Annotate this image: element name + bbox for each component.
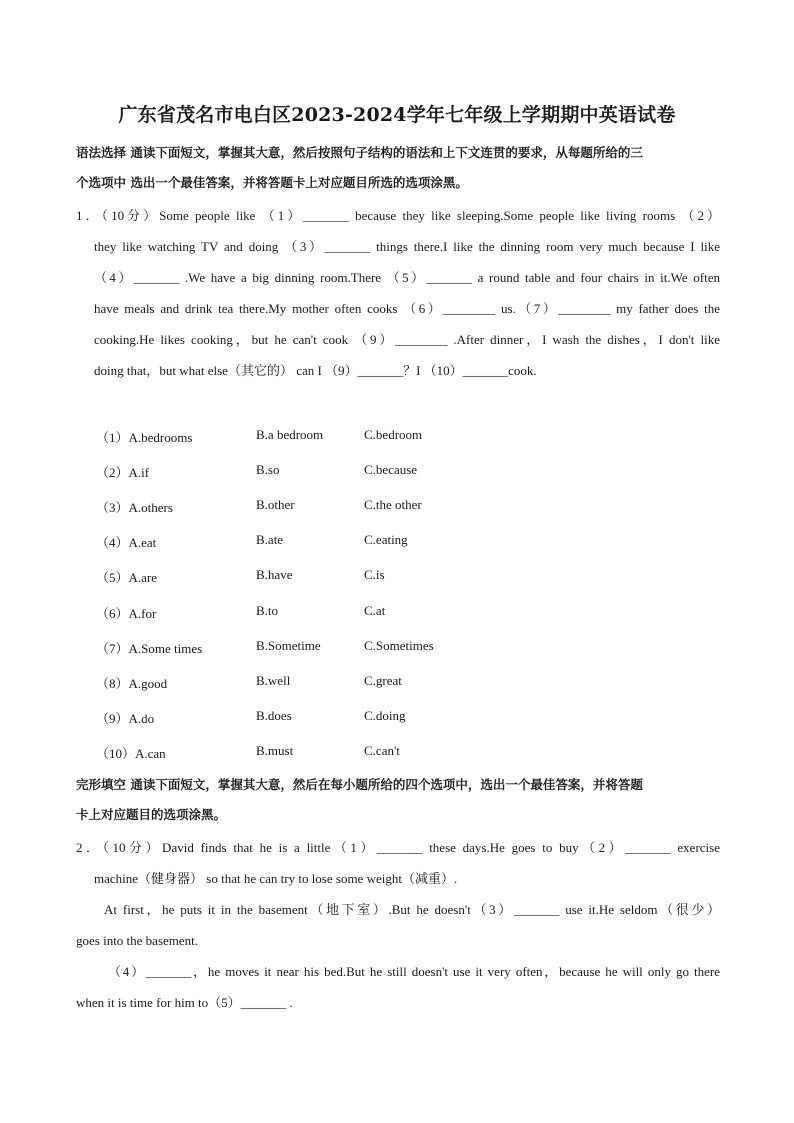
section1-instruction xyxy=(76,138,726,198)
option-c: C.because xyxy=(364,462,418,477)
passage-line: machine（健身器） so that he can try to lose some weight（减重）. xyxy=(94,871,458,886)
option-b: B.other xyxy=(256,497,295,512)
passage-line: （4）_______ .We have a big dinning room.There （5）_______ a round table and four chairs in it.We often xyxy=(94,270,720,285)
instruction-line: 语法选择 通读下面短文，掌握其大意，然后按照句子结构的语法和上下文连贯的要求，从每题所给的三 xyxy=(76,145,643,160)
option-b: B.ate xyxy=(256,532,284,547)
passage-line: when it is time for him to（5）_______ . xyxy=(76,995,293,1010)
passage-line: they like watching TV and doing （3）_______ things there.I like the dinning room very much because I like xyxy=(94,239,720,254)
passage-line: goes into the basement. xyxy=(76,933,199,948)
option-a: （6）A.for xyxy=(96,606,157,621)
passage-line: 1．（10分）Some people like （1）_______ because they like sleeping.Some people like living rooms （2） xyxy=(76,208,720,223)
passage-line: cooking.He likes cooking，but he can't cook （9）________ .After dinner，I wash the dishes，I don't like xyxy=(94,332,720,347)
option-b: B.so xyxy=(256,462,280,477)
option-c: C.eating xyxy=(364,532,408,547)
option-c: C.Sometimes xyxy=(364,638,434,653)
option-a: （9）A.do xyxy=(96,711,155,726)
question-2-passage xyxy=(76,832,720,1018)
instruction-line: 个选项中 选出一个最佳答案，并将答题卡上对应题目所选的选项涂黑。 xyxy=(76,175,468,190)
instruction-line: 完形填空 通读下面短文，掌握其大意，然后在每小题所给的四个选项中，选出一个最佳答案，并将答题 xyxy=(76,777,643,792)
option-c: C.at xyxy=(364,603,386,618)
option-b: B.to xyxy=(256,603,279,618)
option-b: B.does xyxy=(256,708,292,723)
option-a: （10）A.can xyxy=(96,746,166,761)
passage-line: 2．（10分）David finds that he is a little（1）_______ these days.He goes to buy（2）_______ exercise xyxy=(76,840,720,855)
option-a: （3）A.others xyxy=(96,500,173,515)
option-c: C.great xyxy=(364,673,402,688)
option-c: C.the other xyxy=(364,497,422,512)
passage-line: doing that，but what else（其它的） can I （9）_______？I （10）_______cook. xyxy=(94,363,537,378)
passage-line: （4）_______，he moves it near his bed.But he still doesn't use it very often，because he will only go there xyxy=(108,964,720,979)
option-a: （4）A.eat xyxy=(96,535,157,550)
option-a: （2）A.if xyxy=(96,465,150,480)
page-title: 广东省茂名市电白区2023-2024学年七年级上学期期中英语试卷 xyxy=(118,104,676,126)
option-b: B.a bedroom xyxy=(256,427,324,442)
option-a: （1）A.bedrooms xyxy=(96,430,193,445)
instruction-line: 卡上对应题目的选项涂黑。 xyxy=(76,807,227,822)
passage-line: have meals and drink tea there.My mother often cooks （6）________ us.（7）________ my father does the xyxy=(94,301,720,316)
option-a: （5）A.are xyxy=(96,570,158,585)
option-b: B.well xyxy=(256,673,291,688)
option-b: B.Sometime xyxy=(256,638,321,653)
option-a: （8）A.good xyxy=(96,676,168,691)
option-b: B.must xyxy=(256,743,294,758)
option-c: C.can't xyxy=(364,743,400,758)
section2-instruction xyxy=(76,770,726,830)
option-b: B.have xyxy=(256,567,293,582)
option-c: C.doing xyxy=(364,708,406,723)
option-c: C.is xyxy=(364,567,385,582)
option-c: C.bedroom xyxy=(364,427,423,442)
passage-line: At first，he puts it in the basement（地下室）.But he doesn't（3）_______ use it.He seldom（很少） xyxy=(104,902,720,917)
question-1-passage xyxy=(76,200,720,386)
option-a: （7）A.Some times xyxy=(96,641,203,656)
